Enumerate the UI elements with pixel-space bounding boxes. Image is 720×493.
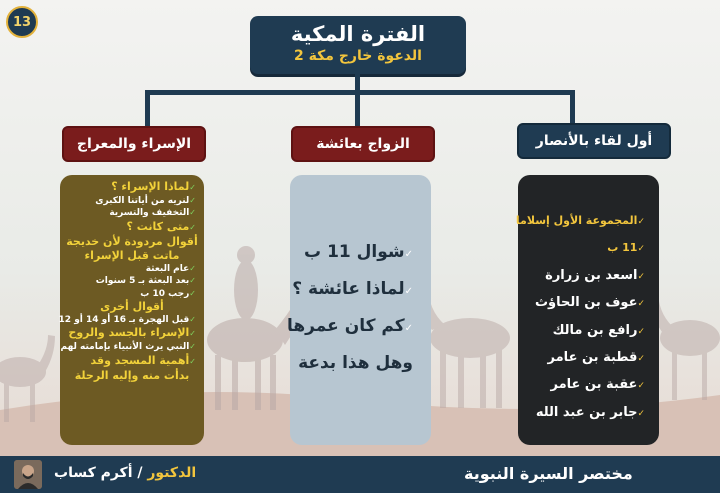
list-item: ✓ الإسراء بالجسد والروح xyxy=(60,326,204,341)
main-title-box xyxy=(250,16,466,74)
page-number-badge: 13 xyxy=(6,6,38,38)
list-item: ✓ رجب 10 ب xyxy=(60,288,204,300)
list-item: ✓ كم كان عمرها xyxy=(290,309,413,346)
list-item: ✓ عام البعثة xyxy=(60,263,204,275)
author-name: أكرم كساب xyxy=(54,465,133,481)
connector-horizontal xyxy=(145,90,575,95)
heading-marriage-aisha: الزواج بعائشة xyxy=(291,126,435,162)
avatar xyxy=(14,460,42,489)
list-item: وهل هذا بدعة xyxy=(298,353,413,373)
list-item: ✓ جابر بن عبد الله xyxy=(518,400,645,427)
list-item: ✓ لماذا الإسراء ؟ xyxy=(60,180,204,195)
list-item: ✓ اسعد بن زرارة xyxy=(518,263,645,290)
list-item: ✓ قبل الهجرة بـ 16 أو 14 أو 12 xyxy=(60,314,204,326)
list-item: بدأت منه وإليه الرحلة xyxy=(74,368,190,382)
avatar-portrait-icon xyxy=(14,460,42,489)
list-item: ✓ 11 ب xyxy=(518,235,645,262)
list-item: ✓ التخفيف والتسرية xyxy=(60,207,204,219)
list-item: ماتت قبل الإسراء xyxy=(84,248,180,262)
list-item: ✓ رافع بن مالك xyxy=(518,318,645,345)
list-item: ✓ المجموعة الأول إسلاما xyxy=(518,208,645,235)
list-item: ✓ لنريه من أياتنا الكبرى xyxy=(60,195,204,207)
list-item: أقوال مردودة لأن خديجة xyxy=(66,234,198,248)
footer-bar xyxy=(0,456,720,493)
heading-ansar-meeting: أول لقاء بالأنصار xyxy=(517,123,671,159)
main-title: الفترة المكية xyxy=(290,22,426,46)
card-ansar-meeting xyxy=(515,175,659,445)
author-separator: / xyxy=(132,465,148,481)
card-marriage-aisha xyxy=(287,175,431,445)
list-item: ✓ النبي يرث الأنبياء بإمامته لهم xyxy=(60,341,204,353)
main-subtitle: الدعوة خارج مكة 2 xyxy=(294,48,422,64)
list-item: ✓ عقبة بن عامر xyxy=(518,372,645,399)
series-title: مختصر السيرة النبوية xyxy=(464,464,633,483)
list-item: ✓ أهمية المسجد وقد xyxy=(60,354,204,369)
list-item: ✓ لماذا عائشة ؟ xyxy=(290,272,413,309)
connector-right xyxy=(570,90,575,123)
heading-isra-miraj: الإسراء والمعراج xyxy=(62,126,206,162)
camel-silhouette-far-right xyxy=(650,290,720,400)
list-item: ✓ قطبة بن عامر xyxy=(518,345,645,372)
list-item: ✓ شوال 11 ب xyxy=(290,235,413,272)
author-title: الدكتور xyxy=(147,465,197,481)
connector-left xyxy=(145,90,150,126)
camel-silhouette-right xyxy=(418,285,510,408)
connector-middle xyxy=(355,90,360,126)
list-item: ✓ متى كانت ؟ xyxy=(60,220,204,235)
card-isra-miraj xyxy=(60,175,204,445)
list-item: أقوال أخرى xyxy=(100,300,164,314)
list-item: ✓ عوف بن الحاؤث xyxy=(518,290,645,317)
author-credit xyxy=(54,465,196,481)
list-item: ✓ بعد البعثة بـ 5 سنوات xyxy=(60,275,204,287)
